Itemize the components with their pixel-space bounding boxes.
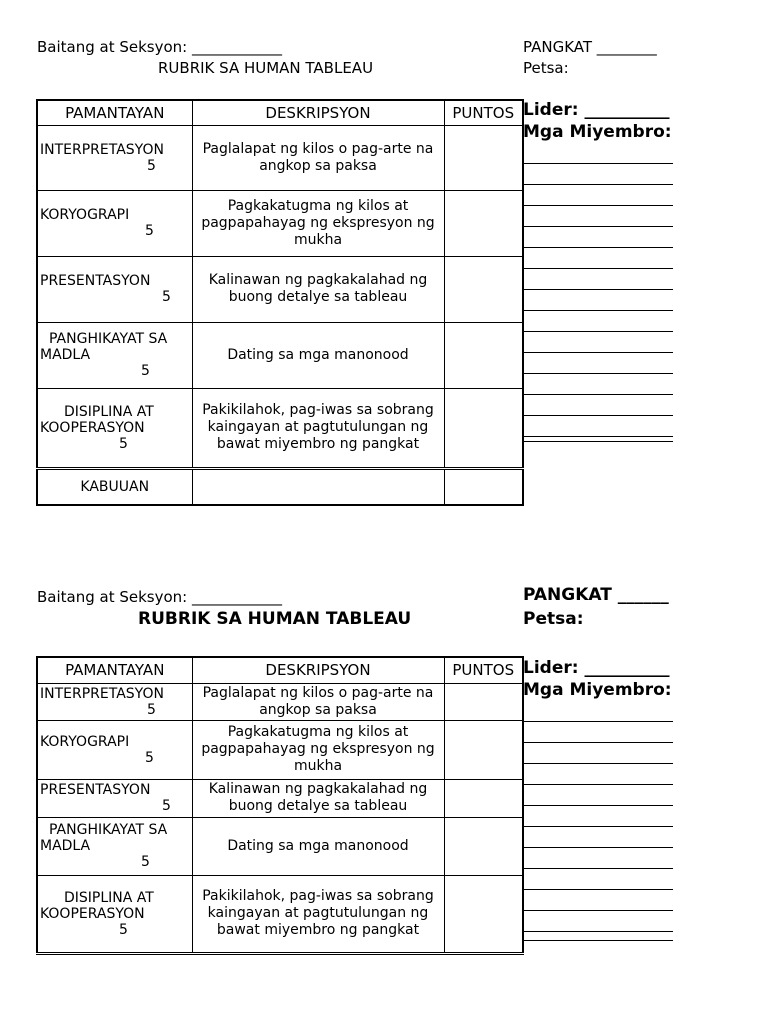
member-line[interactable] [523, 932, 673, 941]
grade-section-label: Baitang at Seksyon: ____________ [37, 588, 282, 606]
table-row [37, 817, 523, 875]
rubric-title: RUBRIK SA HUMAN TABLEAU [138, 609, 412, 629]
member-line[interactable] [523, 206, 673, 227]
member-line[interactable] [523, 143, 673, 164]
members-label: Mga Miyembro: [523, 680, 672, 700]
member-line[interactable] [523, 911, 673, 932]
member-line[interactable] [523, 332, 673, 353]
criterion-cell [37, 875, 192, 953]
member-line[interactable] [523, 311, 673, 332]
criterion-score: 5 [141, 363, 150, 379]
column-header: DESKRIPSYON [192, 100, 444, 125]
criterion-cell [37, 388, 192, 468]
points-cell[interactable] [444, 817, 523, 875]
table-row [37, 388, 523, 468]
criterion-cell [37, 256, 192, 322]
rubric-title: RUBRIK SA HUMAN TABLEAU [158, 59, 374, 77]
member-line[interactable] [523, 164, 673, 185]
points-cell[interactable] [444, 256, 523, 322]
criterion-name: INTERPRETASYON [40, 685, 164, 702]
description-cell: Paglalapat ng kilos o pag-arte na angkop sa paksa [192, 683, 444, 720]
member-line[interactable] [523, 890, 673, 911]
description-cell: Pakikilahok, pag-iwas sa sobrang kaingayan at pagtutulungan ng bawat miyembro ng pangkat [192, 388, 444, 468]
description-cell: Paglalapat ng kilos o pag-arte na angkop sa paksa [192, 125, 444, 190]
criterion-score: 5 [147, 701, 156, 718]
group-label: PANGKAT ________ [523, 38, 657, 56]
member-line[interactable] [523, 869, 673, 890]
criterion-score: 5 [147, 157, 156, 174]
column-header: PAMANTAYAN [37, 100, 192, 125]
member-line[interactable] [523, 701, 673, 722]
criterion-name: KORYOGRAPI [40, 207, 130, 223]
description-cell: Dating sa mga manonood [192, 817, 444, 875]
table-row [37, 190, 523, 256]
criterion-name: PANGHIKAYAT SA MADLA [40, 331, 168, 363]
criterion-name: PANGHIKAYAT SA MADLA [40, 822, 168, 854]
member-line[interactable] [523, 248, 673, 269]
total-points-cell[interactable] [444, 468, 523, 505]
points-cell[interactable] [444, 388, 523, 468]
table-row [37, 322, 523, 388]
group-members-panel [523, 657, 673, 941]
table-header-row [37, 100, 523, 125]
criterion-cell [37, 125, 192, 190]
criterion-cell [37, 779, 192, 817]
total-label: KABUUAN [37, 468, 192, 505]
grade-section-label: Baitang at Seksyon: ____________ [37, 38, 282, 56]
member-line[interactable] [523, 827, 673, 848]
member-line[interactable] [523, 785, 673, 806]
group-label: PANGKAT ______ [523, 585, 669, 605]
criterion-cell [37, 683, 192, 720]
criterion-name: KORYOGRAPI [40, 733, 130, 750]
points-cell[interactable] [444, 322, 523, 388]
member-line[interactable] [523, 395, 673, 416]
criterion-name: PRESENTASYON [40, 782, 151, 798]
criterion-score: 5 [141, 854, 150, 870]
description-cell: Pagkakatugma ng kilos at pagpapahayag ng ekspresyon ng mukha [192, 190, 444, 256]
date-label: Petsa: [523, 609, 584, 629]
criterion-cell [37, 190, 192, 256]
criterion-name: INTERPRETASYON [40, 141, 164, 158]
points-cell[interactable] [444, 779, 523, 817]
points-cell[interactable] [444, 125, 523, 190]
rubric-table [36, 656, 524, 955]
member-line[interactable] [523, 764, 673, 785]
member-line[interactable] [523, 227, 673, 248]
description-cell: Pagkakatugma ng kilos at pagpapahayag ng ekspresyon ng mukha [192, 720, 444, 779]
criterion-score: 5 [119, 435, 128, 452]
points-cell[interactable] [444, 683, 523, 720]
description-cell: Dating sa mga manonood [192, 322, 444, 388]
description-cell: Kalinawan ng pagkakalahad ng buong detalye sa tableau [192, 779, 444, 817]
criterion-score: 5 [145, 223, 154, 239]
rubric-table [36, 99, 524, 506]
points-cell[interactable] [444, 720, 523, 779]
member-line[interactable] [523, 437, 673, 442]
points-cell[interactable] [444, 875, 523, 953]
member-line[interactable] [523, 290, 673, 311]
total-row [37, 468, 523, 505]
total-description-cell [192, 468, 444, 505]
date-label: Petsa: [523, 59, 569, 77]
member-line[interactable] [523, 722, 673, 743]
leader-label: Lider: __________ [523, 658, 670, 678]
criterion-score: 5 [145, 749, 154, 766]
table-header-row [37, 657, 523, 683]
member-line[interactable] [523, 848, 673, 869]
criterion-cell [37, 322, 192, 388]
column-header: PUNTOS [444, 100, 523, 125]
points-cell[interactable] [444, 190, 523, 256]
member-line[interactable] [523, 416, 673, 437]
criterion-name: DISIPLINA AT KOOPERASYON [40, 889, 154, 922]
column-header: PUNTOS [444, 657, 523, 683]
criterion-score: 5 [119, 921, 128, 938]
table-row [37, 256, 523, 322]
member-line[interactable] [523, 185, 673, 206]
leader-label: Lider: __________ [523, 100, 670, 120]
group-members-panel [523, 99, 673, 442]
member-line[interactable] [523, 806, 673, 827]
description-cell: Kalinawan ng pagkakalahad ng buong detalye sa tableau [192, 256, 444, 322]
criterion-cell [37, 817, 192, 875]
column-header: DESKRIPSYON [192, 657, 444, 683]
table-row [37, 779, 523, 817]
criterion-name: PRESENTASYON [40, 273, 151, 289]
column-header: PAMANTAYAN [37, 657, 192, 683]
member-line[interactable] [523, 374, 673, 395]
criterion-cell [37, 720, 192, 779]
table-row [37, 875, 523, 953]
table-row [37, 683, 523, 720]
table-row [37, 720, 523, 779]
member-line[interactable] [523, 743, 673, 764]
member-line[interactable] [523, 353, 673, 374]
criterion-name: DISIPLINA AT KOOPERASYON [40, 403, 154, 436]
members-label: Mga Miyembro: [523, 122, 672, 142]
description-cell: Pakikilahok, pag-iwas sa sobrang kaingayan at pagtutulungan ng bawat miyembro ng pangkat [192, 875, 444, 953]
criterion-score: 5 [162, 289, 171, 305]
table-row [37, 125, 523, 190]
criterion-score: 5 [162, 798, 171, 814]
member-line[interactable] [523, 269, 673, 290]
